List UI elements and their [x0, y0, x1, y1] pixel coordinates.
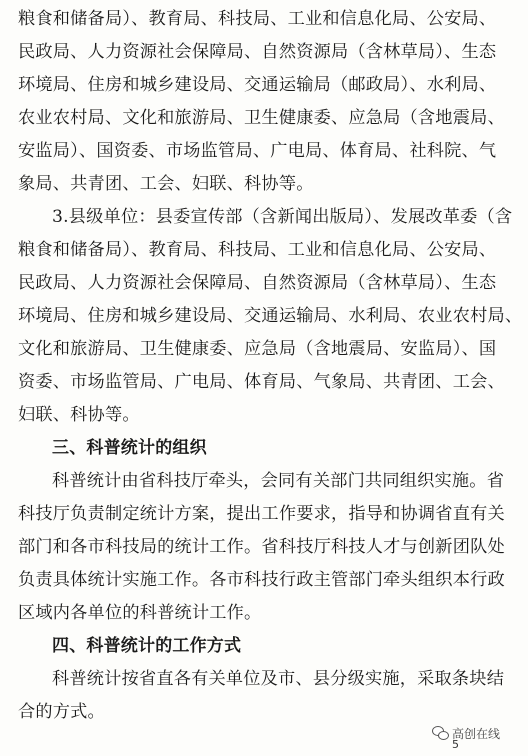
- text-line: 负责具体统计实施工作。各市科技行政主管部门牵头组织本行政: [18, 570, 505, 590]
- text-line: 区域内各单位的科普统计工作。: [18, 603, 262, 623]
- text-line: 农业农村局、文化和旅游局、卫生健康委、应急局（含地震局、: [18, 108, 505, 128]
- text-line: 环境局、住房和城乡建设局、交通运输局、水利局、农业农村局、: [18, 306, 523, 326]
- text-line: 合的方式。: [18, 702, 105, 722]
- watermark-text: 高创在线: [452, 726, 501, 741]
- text-line: 粮食和储备局）、教育局、科技局、工业和信息化局、公安局、: [18, 240, 497, 260]
- text-line: 民政局、人力资源社会保障局、自然资源局（含林草局）、生态: [18, 273, 497, 293]
- wechat-watermark: [432, 722, 500, 744]
- text-line: 象局、共青团、工会、妇联、科协等。: [18, 174, 314, 194]
- text-line: 部门和各市科技局的统计工作。省科技厅科技人才与创新团队处: [18, 537, 505, 557]
- text-line: 民政局、人力资源社会保障局、自然资源局（含林草局）、生态: [18, 42, 497, 62]
- wechat-icon: [432, 726, 448, 740]
- text-line: 文化和旅游局、卫生健康委、应急局（含地震局、安监局）、国: [18, 339, 497, 359]
- text-line: 安监局）、国资委、市场监管局、广电局、体育局、社科院、气: [18, 141, 497, 161]
- text-line: 粮食和储备局）、教育局、科技局、工业和信息化局、公安局、: [18, 9, 497, 29]
- section-heading: 三、科普统计的组织: [52, 438, 207, 458]
- text-line: 环境局、住房和城乡建设局、交通运输局（邮政局）、水利局、: [18, 75, 497, 95]
- text-line: 资委、市场监管局、广电局、体育局、气象局、共青团、工会、: [18, 372, 505, 392]
- page-number: 5: [452, 738, 459, 751]
- text-line: 科普统计按省直各有关单位及市、县分级实施，采取条块结: [52, 669, 505, 689]
- section-heading: 四、科普统计的工作方式: [52, 636, 242, 656]
- text-line: 妇联、科协等。: [18, 405, 140, 425]
- text-line: 科技厅负责制定统计方案，提出工作要求，指导和协调省直有关: [18, 504, 505, 524]
- text-line: 3.县级单位：县委宣传部（含新闻出版局）、发展改革委（含: [52, 207, 513, 227]
- text-line: 科普统计由省科技厅牵头，会同有关部门共同组织实施。省: [52, 471, 505, 491]
